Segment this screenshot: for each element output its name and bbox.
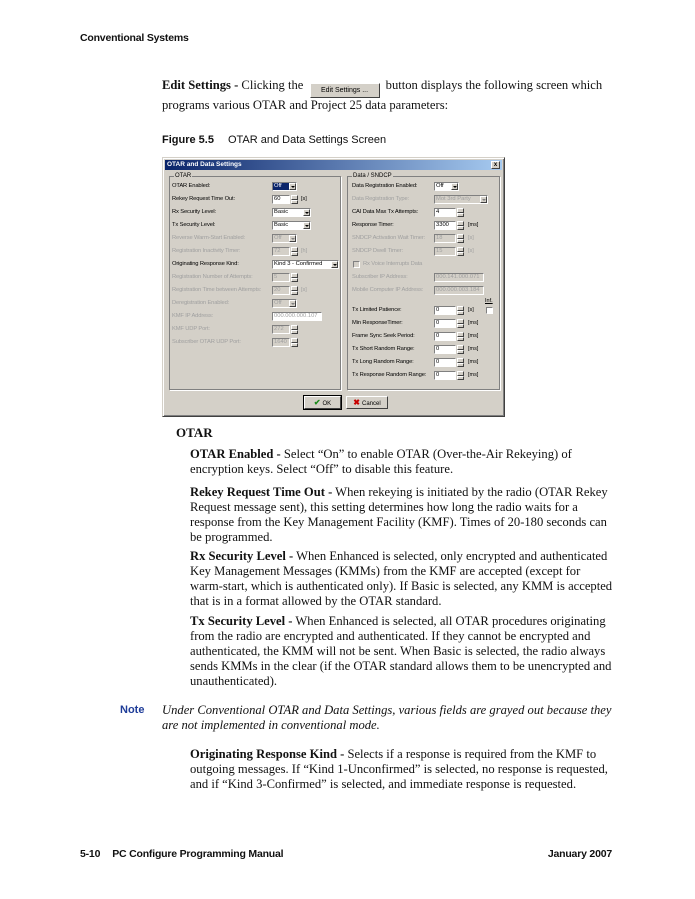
cai-max-attempts-spinner[interactable]: [457, 208, 464, 217]
tx-security-label: Tx Security Level:: [172, 222, 216, 228]
mobile-computer-ip-input: 000.000.003.184: [434, 286, 484, 295]
spin-down-icon: [457, 324, 464, 329]
kmf-ip-row: [172, 312, 332, 322]
reverse-warm-start-row: [172, 234, 332, 244]
subscriber-otar-udp-row: [172, 338, 332, 348]
frame-sync-row: [352, 332, 497, 342]
paragraph-otar-enabled: OTAR Enabled - Select “On” to enable OTAR (Over-the-Air Rekeying) of encryption keys. Select “Off” to disable this feature.: [190, 447, 572, 476]
sndcp-activation-unit: [s]: [468, 235, 474, 241]
kmf-ip-label: KMF IP Address:: [172, 313, 214, 319]
otar-enabled-row: [172, 182, 332, 192]
registration-time-label: Registration Time between Attempts:: [172, 287, 262, 293]
data-registration-type-dropdown: Mot 3rd Party: [434, 195, 488, 204]
tx-response-random-spinner[interactable]: [457, 371, 464, 380]
chevron-down-icon: [289, 183, 296, 190]
registration-inactivity-spinner: [291, 247, 298, 256]
spin-down-icon: [457, 213, 464, 218]
subscriber-ip-input: 000.141.000.071: [434, 273, 484, 282]
otar-enabled-label: OTAR Enabled:: [172, 183, 211, 189]
rx-security-dropdown[interactable]: Basic: [272, 208, 311, 217]
registration-attempts-row: [172, 273, 332, 283]
section-title: OTAR: [176, 425, 213, 440]
min-response-timer-row: [352, 319, 497, 329]
registration-inactivity-unit: [h]: [301, 248, 308, 254]
tx-limited-patience-unit: [s]: [468, 307, 474, 313]
data-registration-type-row: [352, 195, 497, 205]
tx-long-random-label: Tx Long Random Range:: [352, 359, 414, 365]
tx-response-random-label: Tx Response Random Range:: [352, 372, 427, 378]
subscriber-otar-udp-spinner: [291, 338, 298, 347]
sndcp-dwell-row: [352, 247, 497, 257]
data-registration-type-label: Data Registration Type:: [352, 196, 410, 202]
sndcp-activation-label: SNDCP Activation Wait Timer:: [352, 235, 426, 241]
otar-group-label: OTAR: [175, 173, 192, 179]
kmf-udp-row: [172, 325, 332, 335]
figure-caption: [162, 134, 386, 146]
tx-short-random-input[interactable]: 0: [434, 345, 456, 354]
deregistration-row: [172, 299, 332, 309]
footer-date: January 2007: [547, 848, 612, 860]
mobile-computer-ip-row: [352, 286, 497, 296]
rekey-timeout-spinner[interactable]: [291, 195, 298, 204]
cai-max-attempts-row: [352, 208, 497, 218]
kmf-ip-input: 000.000.000.107: [272, 312, 322, 321]
tx-response-random-input[interactable]: 0: [434, 371, 456, 380]
inf-label: Inf.: [485, 298, 493, 304]
min-response-timer-input[interactable]: 0: [434, 319, 456, 328]
otar-enabled-dropdown[interactable]: Off: [272, 182, 297, 191]
tx-short-random-spinner[interactable]: [457, 345, 464, 354]
chevron-down-icon: [289, 300, 296, 307]
originating-response-dropdown[interactable]: Kind 3 - Confirmed: [272, 260, 339, 269]
subscriber-otar-udp-input: 1640: [272, 338, 290, 347]
tx-limited-patience-input[interactable]: 0: [434, 306, 456, 315]
tx-long-random-input[interactable]: 0: [434, 358, 456, 367]
chevron-down-icon: [289, 235, 296, 242]
spin-down-icon: [457, 350, 464, 355]
kmf-udp-label: KMF UDP Port:: [172, 326, 210, 332]
subscriber-otar-udp-label: Subscriber OTAR UDP Port:: [172, 339, 241, 345]
sndcp-activation-input: 18: [434, 234, 456, 243]
data-registration-enabled-row: [352, 182, 497, 192]
spin-down-icon: [291, 278, 298, 283]
subscriber-ip-label: Subscriber IP Address:: [352, 274, 408, 280]
data-registration-enabled-label: Data Registration Enabled:: [352, 183, 418, 189]
paragraph-rekey-timeout: Rekey Request Time Out - When rekeying is initiated by the radio (OTAR Rekey Request message sent), this setting determines how long the radio waits for a response from the Key Management Facility (KMF). Times of 20-180 seconds can be programmed.: [190, 485, 608, 544]
rekey-timeout-input[interactable]: 60: [272, 195, 290, 204]
tx-short-random-label: Tx Short Random Range:: [352, 346, 415, 352]
reverse-warm-start-dropdown: Off: [272, 234, 297, 243]
chevron-down-icon: [303, 222, 310, 229]
figure-title: OTAR and Data Settings Screen: [227, 134, 387, 146]
intro-paragraph: [162, 78, 622, 113]
registration-attempts-spinner: [291, 273, 298, 282]
spin-down-icon: [291, 252, 298, 257]
spin-down-icon: [291, 343, 298, 348]
intro-text-after: button displays the following screen which programs various OTAR and Project 25 data parameters:: [162, 78, 603, 112]
originating-response-row: [172, 260, 342, 270]
registration-inactivity-row: [172, 247, 332, 257]
dialog-titlebar: [165, 160, 502, 170]
registration-attempts-input: 5: [272, 273, 290, 282]
close-button[interactable]: [491, 161, 500, 169]
note-text: Under Conventional OTAR and Data Settings, various fields are grayed out because they are not implemented in conventional mode.: [162, 703, 612, 732]
registration-inactivity-input: 72: [272, 247, 290, 256]
tx-short-random-unit: [ms]: [468, 346, 479, 352]
intro-lead: Edit Settings -: [162, 78, 239, 92]
tx-limited-patience-spinner[interactable]: [457, 306, 464, 315]
response-timer-row: [352, 221, 497, 231]
frame-sync-unit: [ms]: [468, 333, 479, 339]
kmf-udp-spinner: [291, 325, 298, 334]
spin-down-icon: [457, 239, 464, 244]
response-timer-input[interactable]: 3300: [434, 221, 456, 230]
chevron-down-icon: [331, 261, 338, 268]
spin-down-icon: [291, 330, 298, 335]
registration-time-unit: [s]: [301, 287, 307, 293]
deregistration-label: Deregistration Enabled:: [172, 300, 230, 306]
sndcp-activation-row: [352, 234, 497, 244]
close-icon: x: [493, 162, 498, 168]
figure-number: Figure 5.5: [162, 134, 214, 146]
running-header: Conventional Systems: [80, 32, 189, 44]
spin-down-icon: [457, 311, 464, 316]
deregistration-dropdown: Off: [272, 299, 297, 308]
chevron-down-icon: [480, 196, 487, 203]
rx-security-label: Rx Security Level:: [172, 209, 217, 215]
registration-time-input: 20: [272, 286, 290, 295]
sndcp-dwell-label: SNDCP Dwell Timer:: [352, 248, 403, 254]
rx-voice-interrupts-checkbox: [353, 261, 360, 268]
paragraph-rx-security: Rx Security Level - When Enhanced is selected, only encrypted and authenticated Key Management Messages (KMMs) from the KMF are accepted (except for warm-start, which is authenticated only). If Basic is selected, any KMM is accepted that is in a format allowed by the OTAR standard.: [190, 549, 613, 608]
checkmark-icon: ✔: [313, 398, 321, 407]
spin-down-icon: [457, 376, 464, 381]
ok-button[interactable]: ✔ OK: [304, 396, 341, 409]
tx-security-row: [172, 221, 332, 231]
min-response-timer-unit: [ms]: [468, 320, 479, 326]
spin-down-icon: [457, 226, 464, 231]
tx-long-random-row: [352, 358, 497, 368]
registration-attempts-label: Registration Number of Attempts:: [172, 274, 253, 280]
tx-response-random-unit: [ms]: [468, 372, 479, 378]
originating-response-label: Originating Response Kind:: [172, 261, 239, 267]
cai-max-attempts-label: CAI Data Max Tx Attempts:: [352, 209, 419, 215]
cancel-button[interactable]: ✖ Cancel: [346, 396, 388, 409]
response-timer-label: Response Timer:: [352, 222, 394, 228]
response-timer-unit: [ms]: [468, 222, 479, 228]
rekey-timeout-label: Rekey Request Time Out:: [172, 196, 235, 202]
sndcp-activation-spinner: [457, 234, 464, 243]
paragraph-originating-response: Originating Response Kind - Selects if a response is required from the KMF to outgoing messages. If “Kind 1-Unconfirmed” is selected, no response is requested, and if “Kind 3-Confirmed” is selected, and immediate response is requested.: [190, 747, 608, 791]
tx-response-random-row: [352, 371, 497, 381]
intro-text-before: Clicking the: [238, 78, 304, 92]
frame-sync-spinner[interactable]: [457, 332, 464, 341]
chevron-down-icon: [451, 183, 458, 190]
tx-security-dropdown[interactable]: Basic: [272, 221, 311, 230]
mobile-computer-ip-label: Mobile Computer IP Address:: [352, 287, 424, 293]
tx-limited-patience-label: Tx Limited Patience:: [352, 307, 402, 313]
kmf-udp-input: 272: [272, 325, 290, 334]
min-response-timer-spinner[interactable]: [457, 319, 464, 328]
rekey-timeout-unit: [s]: [301, 196, 307, 202]
edit-settings-button-image: Edit Settings ...: [310, 83, 380, 98]
footer-left: [80, 848, 283, 860]
min-response-timer-label: Min ResponseTimer:: [352, 320, 403, 326]
data-registration-enabled-dropdown[interactable]: Off: [434, 182, 459, 191]
spin-down-icon: [291, 291, 298, 296]
frame-sync-input[interactable]: 0: [434, 332, 456, 341]
tx-limited-patience-row: [352, 306, 497, 316]
manual-title: PC Configure Programming Manual: [112, 848, 284, 860]
page-number: 5-10: [80, 848, 101, 860]
registration-inactivity-label: Registration Inactivity Timer:: [172, 248, 241, 254]
rx-voice-interrupts-row: [352, 260, 497, 270]
spin-down-icon: [291, 200, 298, 205]
reverse-warm-start-label: Reverse Warm-Start Enabled:: [172, 235, 246, 241]
chevron-down-icon: [303, 209, 310, 216]
tx-long-random-spinner[interactable]: [457, 358, 464, 367]
note-label: Note: [120, 704, 145, 716]
rekey-timeout-row: [172, 195, 332, 205]
spin-down-icon: [457, 252, 464, 257]
cai-max-attempts-input[interactable]: 4: [434, 208, 456, 217]
paragraph-tx-security: Tx Security Level - When Enhanced is selected, all OTAR procedures originating from the radio are encrypted and authenticated. If they cannot be encrypted and authenticated, the KMM will not be sent. When Basic is selected, the radio always sends KMMs in the clear (if the OTAR standard allows them to be unencrypted and unauthenticated).: [190, 614, 612, 688]
sndcp-dwell-input: 15: [434, 247, 456, 256]
rx-security-row: [172, 208, 332, 218]
dialog-title: OTAR and Data Settings: [167, 161, 242, 168]
spin-down-icon: [457, 337, 464, 342]
tx-short-random-row: [352, 345, 497, 355]
data-sndcp-group-label: Data / SNDCP: [353, 173, 392, 179]
sndcp-dwell-spinner: [457, 247, 464, 256]
otar-data-settings-dialog: [162, 157, 505, 417]
registration-time-spinner: [291, 286, 298, 295]
sndcp-dwell-unit: [s]: [468, 248, 474, 254]
spin-down-icon: [457, 363, 464, 368]
rx-voice-interrupts-label: Rx Voice Interrupts Data: [363, 261, 423, 267]
frame-sync-label: Frame Sync Seek Period:: [352, 333, 415, 339]
subscriber-ip-row: [352, 273, 497, 283]
response-timer-spinner[interactable]: [457, 221, 464, 230]
x-icon: ✖: [353, 398, 360, 407]
registration-time-row: [172, 286, 332, 296]
tx-long-random-unit: [ms]: [468, 359, 479, 365]
